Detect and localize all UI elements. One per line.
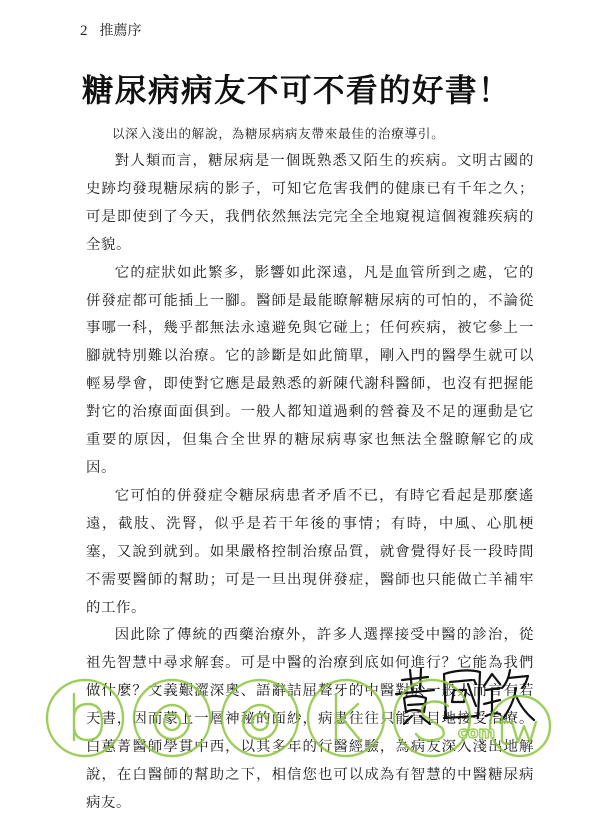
page-header bbox=[80, 20, 142, 40]
page-title: 糖尿病病友不可不看的好書！ bbox=[82, 72, 512, 109]
paragraph: 因此除了傳統的西藥治療外，許多人選擇接受中醫的診治，從祖先智慧中尋求解套。可是中醫的治療到底如何進行？它能為我們做什麼？文義艱澀深奧、語辭詰屈聱牙的中醫對於一般人而言有若天書，因而蒙上一層神秘的面紗，病患往往只能盲目地接受治療。白蕙菁醫師學貫中西，以其多年的行醫經驗，為病友深入淺出地解說，在白醫師的幫助之下，相信您也可以成為有智慧的中醫糖尿病病友。 bbox=[86, 627, 534, 811]
section-title: 推薦序 bbox=[99, 23, 142, 39]
svg-text:com: com bbox=[458, 723, 496, 742]
paragraph: 它可怕的併發症令糖尿病患者矛盾不已，有時它看起是那麼遙遠，截肢、洗腎，似乎是若干年後的事情；有時，中風、心肌梗塞，又說到就到。如果嚴格控制治療品質，就會覺得好長一段時間不需要醫師的幫助；可是一旦出現併發症，醫師也只能做亡羊補牢的工作。 bbox=[86, 487, 534, 616]
paragraph: 它的症狀如此繁多，影響如此深遠，凡是血管所到之處，它的併發症都可能插上一腳。醫師是最能瞭解糖尿病的可怕的，不論從事哪一科，幾乎都無法永遠避免與它碰上；任何疾病，被它參上一腳就特別難以治療。它的診斷是如此簡單，剛入門的醫學生就可以輕易學會，即使對它應是最熟悉的新陳代謝科醫師，也沒有把握能對它的治療面面俱到。一般人都知道過剩的營養及不足的運動是它重要的原因，但集合全世界的糖尿病專家也無法全盤瞭解它的成因。 bbox=[86, 264, 534, 476]
subtitle: 以深入淺出的解說，為糖尿病病友帶來最佳的治療導引。 bbox=[112, 126, 445, 141]
paragraph: 對人類而言，糖尿病是一個既熟悉又陌生的疾病。文明古國的史跡均發現糖尿病的影子，可知它危害我們的健康已有千年之久；可是即使到了今天，我們依然無法完完全全地窺視這個複雜疾病的全貌。 bbox=[86, 153, 534, 253]
page-number: 2 bbox=[80, 23, 88, 39]
watermark-logo bbox=[40, 660, 560, 774]
